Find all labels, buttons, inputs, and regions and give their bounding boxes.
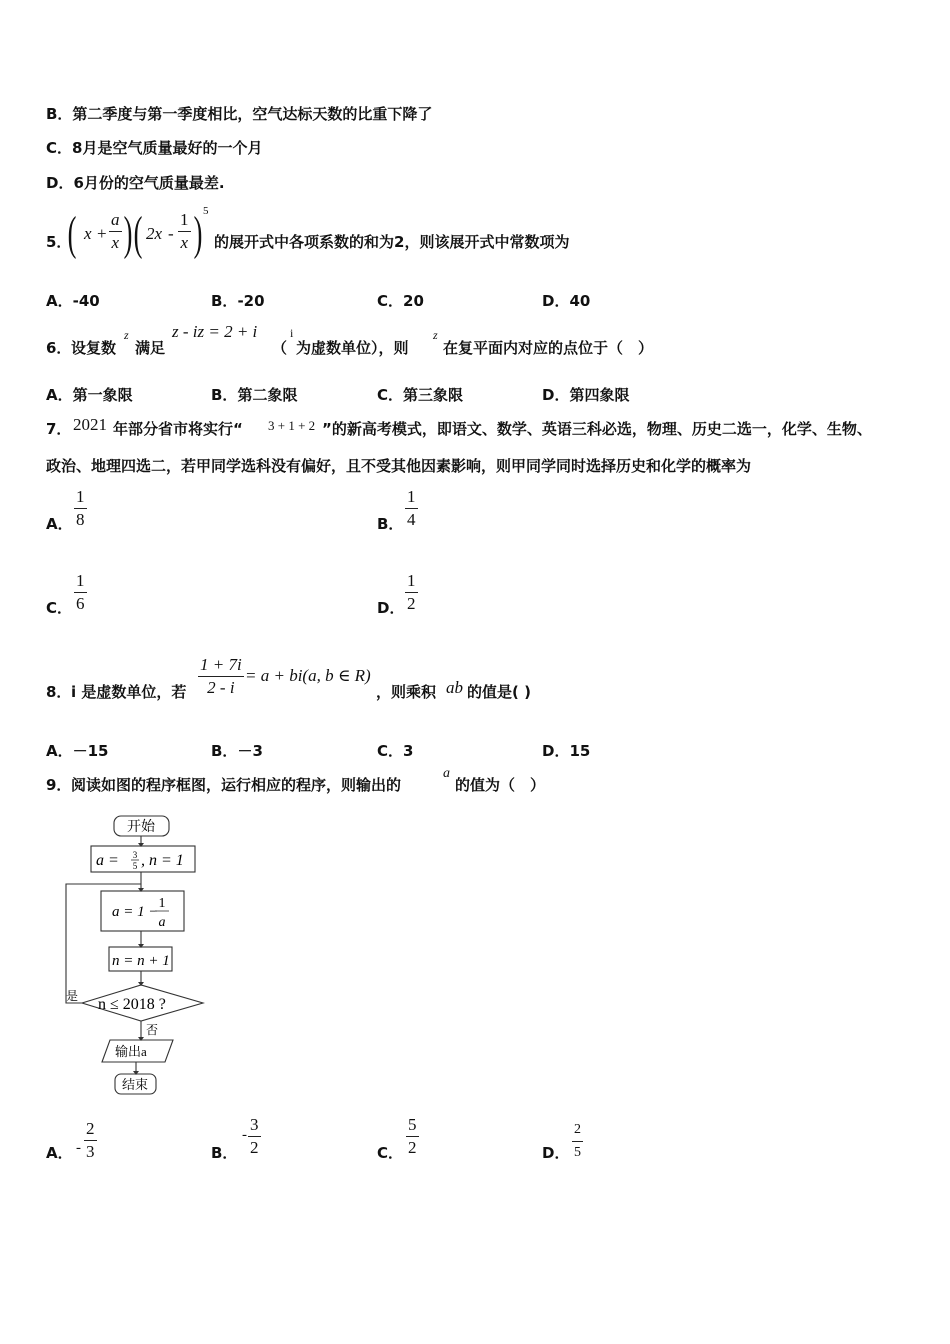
flowchart-end-label: 结束: [121, 1077, 149, 1092]
option-label: B．: [211, 292, 238, 310]
q7-mode: 3 + 1 + 2: [268, 418, 316, 433]
fraction-denominator: 3: [86, 1142, 95, 1161]
q6-paren-open: （: [272, 339, 288, 357]
q5-exponent: 5: [203, 205, 209, 217]
q9-option-a-fraction: [84, 1118, 97, 1163]
fraction-numerator: 5: [408, 1115, 417, 1134]
flowchart-step1-den: a: [158, 915, 166, 930]
q6-var-z: z: [124, 328, 129, 342]
q7-text2: ”的新高考模式，即语文、数学、英语三科必选，物理、历史二选一，化学、生物、: [322, 420, 872, 438]
flowchart-condition-label: n ≤ 2018 ?: [98, 996, 166, 1013]
q6-text1: 设复数: [71, 339, 117, 357]
q6-var-z2: z: [433, 328, 438, 342]
q5-paren-open-2: (: [133, 207, 143, 260]
fraction-denominator: 2: [250, 1138, 259, 1157]
fraction-denominator: 4: [407, 510, 416, 529]
q5-x: x: [84, 224, 92, 243]
q9-option-a-sign: -: [76, 1140, 81, 1156]
fraction-numerator: 1: [76, 571, 85, 590]
fraction-numerator: 3: [250, 1115, 259, 1134]
fraction-numerator: 1 + 7i: [200, 655, 242, 674]
option-value: 20: [403, 292, 424, 310]
q7-option-d-label: D．: [377, 599, 405, 617]
q9-option-d-label: D．: [542, 1144, 570, 1162]
option-value: －3: [237, 742, 263, 760]
option-value: 第一象限: [72, 386, 133, 404]
q5-paren-close-2: ): [193, 207, 203, 260]
q5-text: 的展开式中各项系数的和为2，则该展开式中常数项为: [214, 233, 570, 251]
q5-number: 5．: [46, 233, 72, 251]
q8-text1: i 是虚数单位，若: [71, 683, 187, 701]
fraction-denominator: 2: [407, 594, 416, 613]
q7-line2: 政治、地理四选二，若甲同学选科没有偏好，且不受其他因素影响，则甲同学同时选择历史和化学的概率为: [46, 457, 752, 475]
q8-var-ab: ab: [446, 678, 463, 697]
fraction-numerator: 1: [76, 487, 85, 506]
fraction-numerator: 2: [86, 1119, 95, 1138]
flowchart-init-num: 3: [132, 850, 138, 860]
q6-number: 6．: [46, 339, 72, 357]
q9-option-b-label: B．: [211, 1144, 238, 1162]
q8-text2: ，则乘积: [376, 683, 437, 701]
fraction-denominator: 5: [574, 1145, 581, 1160]
q8-rhs: = a + bi(a, b ∈ R): [245, 666, 371, 685]
q9-option-c-fraction: [406, 1114, 419, 1159]
flowchart-start-label: 开始: [127, 820, 155, 835]
q9-option-a-label: A．: [46, 1144, 73, 1162]
q5-plus: +: [97, 224, 107, 243]
q6-text2: 满足: [135, 339, 166, 357]
q8-number: 8．: [46, 683, 72, 701]
q7-number: 7．: [46, 420, 72, 438]
q5-paren-open-1: (: [67, 207, 77, 260]
option-value: 第三象限: [403, 386, 464, 404]
fraction-numerator: 2: [574, 1122, 581, 1137]
option-value: 15: [569, 742, 591, 760]
q5-minus: -: [168, 224, 174, 243]
option-value: 第二象限: [237, 386, 298, 404]
q9-option-c-label: C．: [377, 1144, 404, 1162]
q9-number: 9．: [46, 776, 72, 794]
q6-equation: z - iz = 2 + i: [172, 322, 258, 341]
q7-option-c-label: C．: [46, 599, 73, 617]
q7-option-b-label: B．: [377, 515, 404, 533]
flowchart-step1-num: 1: [158, 896, 166, 911]
q9-text2: 的值为（ ）: [455, 776, 546, 794]
option-value: -40: [72, 292, 100, 310]
fraction-denominator: 8: [76, 510, 85, 529]
flowchart-no-label: 否: [146, 1023, 159, 1037]
option-value: 第四象限: [569, 386, 630, 404]
q4-option-d: D．6月份的空气质量最差.: [46, 174, 225, 192]
q5-frac2-num: 1: [180, 210, 189, 229]
option-label: A．: [46, 386, 73, 404]
flowchart-yes-label: 是: [66, 989, 79, 1003]
option-label: C．: [377, 292, 404, 310]
fraction-numerator: 1: [407, 487, 416, 506]
flowchart-step2-label: n = n + 1: [112, 953, 170, 969]
q9-var-a: a: [443, 766, 450, 781]
option-label: D．: [542, 386, 570, 404]
flowchart-loop-back: [66, 884, 141, 1003]
q7-year: 2021: [73, 415, 107, 434]
option-label: D．: [542, 742, 570, 760]
flowchart-step1-lhs: a = 1 −: [112, 904, 159, 920]
option-value: －15: [72, 742, 109, 760]
option-label: C．: [377, 386, 404, 404]
q4-option-b: B．第二季度与第一季度相比，空气达标天数的比重下降了: [46, 105, 433, 123]
q9-option-d-fraction: [572, 1119, 583, 1164]
q4-option-c: C．8月是空气质量最好的一个月: [46, 139, 263, 157]
q6-var-i: i: [290, 326, 294, 340]
fraction-denominator: 2: [408, 1138, 417, 1157]
fraction-denominator: 6: [76, 594, 85, 613]
q5-frac1-num: a: [111, 210, 120, 229]
fraction-denominator: 2 - i: [207, 678, 235, 697]
option-label: D．: [542, 292, 570, 310]
q7-option-a-label: A．: [46, 515, 73, 533]
option-label: B．: [211, 386, 238, 404]
fraction-numerator: 1: [407, 571, 416, 590]
option-label: A．: [46, 292, 73, 310]
q5-paren-close-1: ): [123, 207, 133, 260]
option-label: B．: [211, 742, 238, 760]
q9-option-b-sign: -: [242, 1127, 247, 1143]
q6-text4: 在复平面内对应的点位于（ ）: [443, 339, 654, 357]
q9-text1: 阅读如图的程序框图，运行相应的程序，则输出的: [71, 776, 402, 794]
q8-text3: 的值是( ): [467, 683, 531, 701]
option-value: 40: [569, 292, 591, 310]
option-label: C．: [377, 742, 404, 760]
q6-text3: 为虚数单位），则: [296, 339, 409, 357]
flowchart-init-den: 5: [132, 861, 138, 871]
q5-2x: 2x: [146, 224, 163, 243]
option-label: A．: [46, 742, 73, 760]
flowchart-init-n: , n = 1: [141, 852, 184, 869]
q9-option-b-fraction: [248, 1114, 261, 1159]
flowchart-output-label: 输出a: [115, 1044, 147, 1059]
q5-frac1-den: x: [111, 233, 120, 252]
option-value: 3: [403, 742, 414, 760]
option-value: -20: [237, 292, 265, 310]
flowchart-init-a: a =: [96, 852, 119, 869]
q7-text1: 年部分省市将实行“: [113, 420, 243, 438]
q5-frac2-den: x: [180, 233, 189, 252]
